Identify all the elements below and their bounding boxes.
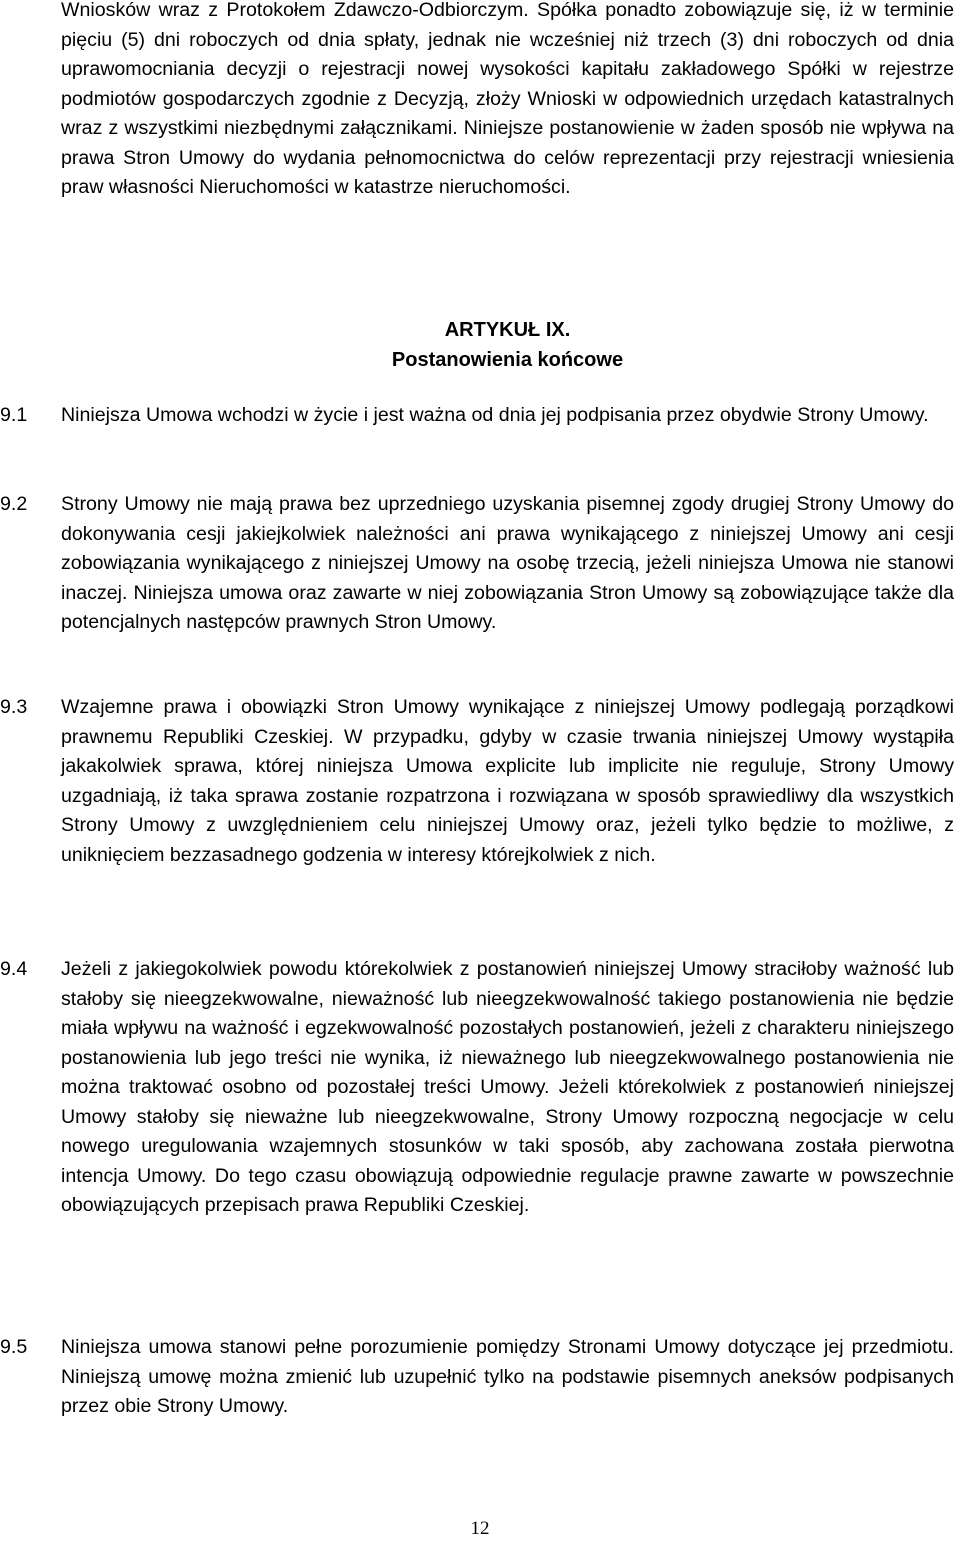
- section-9-5: [0, 1333, 954, 1422]
- section-9-4: [0, 955, 954, 1221]
- section-number: 9.2: [0, 493, 28, 515]
- section-text: Strony Umowy nie mają prawa bez uprzedniego uzyskania pisemnej zgody drugiej Strony Umowy do dokonywania cesji jakiejkolwiek należności ani prawa wynikającego z niniejszej Umowy ani cesji zobowiązania wynikającego z niniejszej Umowy na osobę trzecią, jeżeli niniejsza Umowa nie stanowi inaczej. Niniejsza umowa oraz zawarte w niej zobowiązania Stron Umowy są zobowiązujące także dla potencjalnych następców prawnych Stron Umowy.: [61, 493, 954, 633]
- section-text: Niniejsza Umowa wchodzi w życie i jest ważna od dnia jej podpisania przez obydwie Strony Umowy.: [61, 404, 929, 426]
- article-heading: [61, 316, 954, 375]
- section-number: 9.5: [0, 1336, 28, 1358]
- section-9-3: [0, 693, 954, 870]
- section-number: 9.3: [0, 696, 28, 718]
- section-9-2: [0, 490, 954, 638]
- page-number: 12: [470, 1518, 490, 1539]
- section-text: Niniejsza umowa stanowi pełne porozumienie pomiędzy Stronami Umowy dotyczące jej przedmiotu. Niniejszą umowę można zmienić lub uzupełnić tylko na podstawie pisemnych aneksów podpisanych przez obie Strony Umowy.: [61, 1336, 954, 1417]
- section-text: Jeżeli z jakiegokolwiek powodu którekolwiek z postanowień niniejszej Umowy straciłoby ważność lub stałoby się nieegzekwowalne, nieważność lub nieegzekwowalność takiego postanowienia nie będzie miała wpływu na ważność i egzekwowalność pozostałych postanowień, jeżeli z charakteru niniejszego postanowienia lub jego treści nie wynika, iż nieważnego lub nieegzekwowalnego postanowienia nie można traktować osobno od pozostałej treści Umowy. Jeżeli którekolwiek z postanowień niniejszej Umowy stałoby się nieważne lub nieegzekwowalne, Strony Umowy rozpoczną negocjacje w celu nowego uregulowania wzajemnych stosunków w taki sposób, aby zachowana została pierwotna intencja Umowy. Do tego czasu obowiązują odpowiednie regulacje prawne zawarte w powszechnie obowiązujących przepisach prawa Republiki Czeskiej.: [61, 958, 954, 1216]
- section-text: Wzajemne prawa i obowiązki Stron Umowy wynikające z niniejszej Umowy podlegają porządkowi prawnemu Republiki Czeskiej. W przypadku, gdyby w czasie trwania niniejszej Umowy wystąpiła jakakolwiek sprawa, której niniejsza Umowa explicite lub implicite nie reguluje, Strony Umowy uzgadniają, iż taka sprawa zostanie rozpatrzona i rozwiązana w sposób sprawiedliwy dla wszystkich Strony Umowy z uwzględnieniem celu niniejszej Umowy oraz, jeżeli tylko będzie to możliwe, z uniknięciem bezzasadnego godzenia w interesy którejkolwiek z nich.: [61, 696, 954, 866]
- section-number: 9.1: [0, 404, 28, 426]
- article-title: Postanowienia końcowe: [391, 348, 624, 371]
- section-number: 9.4: [0, 958, 28, 980]
- section-9-1: [0, 401, 954, 431]
- intro-paragraph: Wniosków wraz z Protokołem Zdawczo-Odbiorczym. Spółka ponadto zobowiązuje się, iż w terminie pięciu (5) dni roboczych od dnia spłaty, jednak nie wcześniej niż trzech (3) dni roboczych od dnia uprawomocniania decyzji o rejestracji nowej wysokości kapitału zakładowego Spółki w rejestrze podmiotów gospodarczych zgodnie z Decyzją, złoży Wnioski w odpowiednich urzędach katastralnych wraz z wszystkimi niezbędnymi załącznikami. Niniejsze postanowienie w żaden sposób nie wpływa na prawa Stron Umowy do wydania pełnomocnictwa do celów reprezentacji przy rejestracji wniesienia praw własności Nieruchomości w katastrze nieruchomości.: [61, 0, 954, 198]
- article-number: ARTYKUŁ IX.: [444, 319, 571, 341]
